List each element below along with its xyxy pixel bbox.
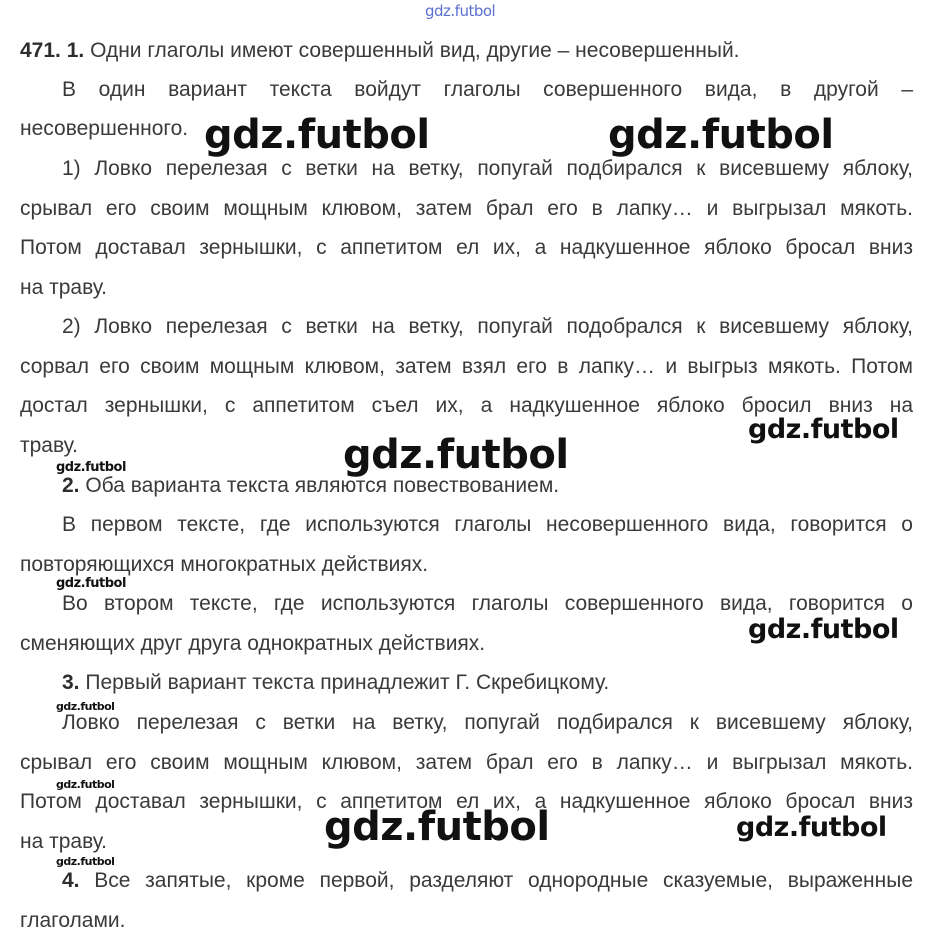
watermark: gdz.futbol <box>425 2 496 20</box>
watermark: gdz.futbol <box>608 112 834 158</box>
text-line: глаголами. <box>20 909 126 932</box>
text-line: срывал его своим мощным клювом, затем брал его в лапку… и выгрызал мякоть. <box>20 751 913 774</box>
text-line: В первом тексте, где используются глаголы несовершенного вида, говорится о <box>62 513 913 536</box>
text-line: Во втором тексте, где используются глаголы совершенного вида, говорится о <box>62 592 913 615</box>
text-line: Потом доставал зернышки, с аппетитом ел их, а надкушенное яблоко бросал вниз <box>20 236 913 259</box>
text-line: на траву. <box>20 830 108 853</box>
text-line: Ловко перелезая с ветки на ветку, попугай подбирался к висевшему яблоку, <box>62 711 913 734</box>
task-3-heading: 3. Первый вариант текста принадлежит Г. Скребицкому. <box>62 671 610 694</box>
text-line: В один вариант текста войдут глаголы совершенного вида, в другой – <box>62 78 913 101</box>
text-line: срывал его своим мощным клювом, затем брал его в лапку… и выгрызал мякоть. <box>20 197 913 220</box>
text-line: сменяющих друг друга однократных действиях. <box>20 632 486 655</box>
watermark: gdz.futbol <box>736 812 887 843</box>
task-4-heading: 4. Все запятые, кроме первой, разделяют однородные сказуемые, выраженные <box>62 869 913 892</box>
text-line: траву. <box>20 434 78 457</box>
text-line: достал зернышки, с аппетитом съел их, а надкушенное яблоко бросил вниз на <box>20 394 913 417</box>
watermark: gdz.futbol <box>343 432 569 478</box>
text-line: Потом доставал зернышки, с аппетитом ел их, а надкушенное яблоко бросал вниз <box>20 790 913 813</box>
task-1-heading: 471. 1. Одни глаголы имеют совершенный вид, другие – несовершенный. <box>20 39 740 62</box>
watermark: gdz.futbol <box>56 778 115 791</box>
text-line: несовершенного. <box>20 117 189 140</box>
task-2-heading: 2. Оба варианта текста являются повествованием. <box>62 474 560 497</box>
text-line: 1) Ловко перелезая с ветки на ветку, попугай подбирался к висевшему яблоку, <box>62 157 913 180</box>
watermark: gdz.futbol <box>56 576 126 591</box>
watermark: gdz.futbol <box>204 112 430 158</box>
watermark: gdz.futbol <box>324 804 550 850</box>
text-line: повторяющихся многократных действиях. <box>20 553 429 576</box>
text-line: 2) Ловко перелезая с ветки на ветку, попугай подобрался к висевшему яблоку, <box>62 315 913 338</box>
text-line: сорвал его своим мощным клювом, затем взял его в лапку… и выгрыз мякоть. Потом <box>20 355 913 378</box>
text-line: на траву. <box>20 276 108 299</box>
watermark: gdz.futbol <box>56 700 115 713</box>
watermark: gdz.futbol <box>748 414 899 445</box>
watermark: gdz.futbol <box>748 614 899 645</box>
watermark: gdz.futbol <box>56 855 115 868</box>
watermark: gdz.futbol <box>56 460 126 475</box>
